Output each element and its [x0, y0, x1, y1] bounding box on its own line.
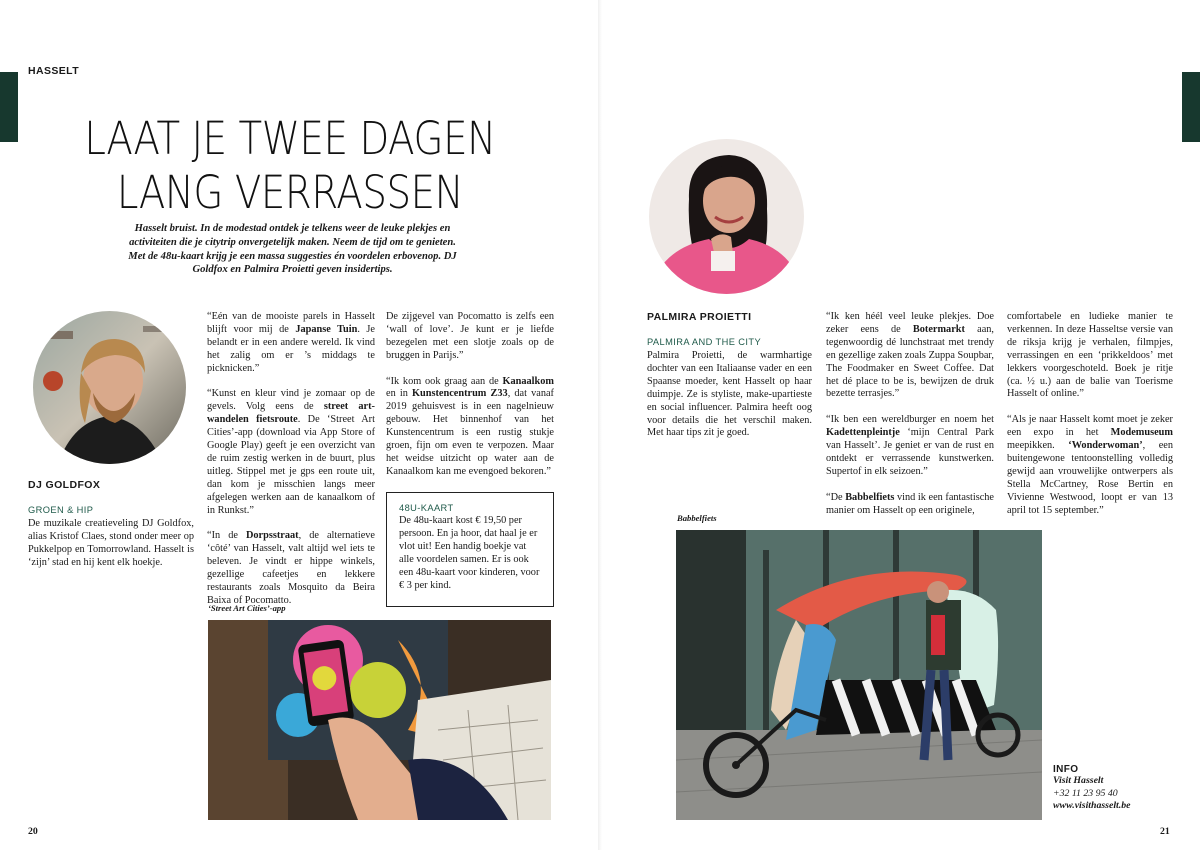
left-column-3 — [386, 311, 554, 492]
babbelfiets-photo-caption: Babbelfiets — [677, 513, 717, 523]
palmira-bio: Palmira Proietti, de warmhartige dochter van een Italiaanse vader en een Spaanse moeder, kent Hasselt op haar duimpje. Ze is styliste, make-upartieste en social influencer. Palmira heeft oog voor details die het verschil maken. Met haar tips zit je goed. — [647, 350, 812, 439]
street-art-photo-caption: ‘Street Art Cities’-app — [208, 603, 286, 613]
right-col2-paragraph-1: “Ik ken héél veel leuke plekjes. Doe zeker eens de Botermarkt aan, tegenwoordig dé lunchstraat met trendy en gezellige zaken zoals Zuppa Soupbar, The Foodmaker en Sweet Coffee. Dat het dé place to be is, bewijzen de druk bezette terrasjes.” — [826, 311, 994, 400]
babbelfiets-photo — [676, 530, 1042, 820]
info-website-link[interactable]: www.visithasselt.be — [1053, 800, 1131, 812]
info-block — [1053, 764, 1130, 813]
right-edge-bar — [1182, 72, 1200, 142]
palmira-name: PALMIRA PROIETTI — [647, 311, 752, 323]
title-line-2: LANG VERRASSEN — [116, 166, 464, 219]
left-col3-paragraph-1: De zijgevel van Pocomatto is zelfs een ‘wall of love’. Je kunt er je liefde bezegelen met een slotje zoals op de bruggen in Parijs.” — [386, 311, 554, 361]
left-edge-bar — [0, 72, 18, 142]
card-box-heading: 48U-KAART — [399, 503, 454, 513]
street-art-photo — [208, 620, 551, 820]
card-info-box — [386, 492, 554, 607]
left-col2-paragraph-3: “In de Dorpsstraat, de alternatieve ‘côté’ van Hasselt, valt altijd wel iets te beleven. Je vindt er hippe winkels, gezellige cafeetjes en lekkere restaurants zoals Mosquito da Beira Baixa of Pocomatto. — [207, 530, 376, 606]
left-col2-paragraph-2: “Kunst en kleur vind je zomaar op de gevels. Volg eens de street art-wandelen fietsroute. De ‘Street Art Cities’-app (download via App Store of Google Play) geeft je een overzicht van de ruim zestig werken in de buurt, plus uitleg. Stippel met je gps een route uit, dan kom je misschien langs meer afgelegen werken aan de kanaalkom of in Runkst.” — [207, 388, 375, 516]
section-tag: HASSELT — [28, 65, 80, 77]
right-col2-paragraph-2: “Ik ben een wereldburger en noem het Kadettenpleintje ‘mijn Central Park van Hasselt’. Je geniet er van de rust en ontdekt er verrassende kunstwerken. Supertof in elk seizoen.” — [826, 414, 994, 477]
left-col3-paragraph-2: “Ik kom ook graag aan de Kanaalkom en in Kunstencentrum Z33, dat vanaf 2019 gehuisvest is in een nagelnieuw gebouw. Het binnenhof van het Kunstencentrum is een rustig stukje groen, fijn om even te verpozen. Maar het weidse uitzicht op water aan de Kanaalkom kan me evengoed bekoren.” — [386, 375, 554, 477]
babbelfiets-image — [676, 530, 1042, 820]
dj-goldfox-subhead: GROEN & HIP — [28, 505, 94, 515]
page-spine — [598, 0, 602, 850]
right-column-2 — [826, 311, 994, 530]
palmira-subhead: PALMIRA AND THE CITY — [647, 337, 762, 347]
article-title — [20, 112, 560, 220]
intro-text: Hasselt bruist. In de modestad ontdek je telkens weer de leuke plekjes en activiteiten die je citytrip onvergetelijk maken. Neem de tijd om te genieten. Met de 48u-kaart krijg je een massa suggesties én voordelen erbovenop. DJ Goldfox en Palmira Proietti geven insidertips. — [128, 223, 457, 276]
right-col2-paragraph-3: “De Babbelfiets vind ik een fantastische manier om Hasselt op een originele, — [826, 491, 994, 516]
title-line-1: LAAT JE TWEE DAGEN — [84, 112, 496, 165]
left-page-number: 20 — [28, 826, 38, 837]
dj-goldfox-portrait — [33, 311, 186, 464]
palmira-photo — [649, 139, 804, 294]
dj-goldfox-bio: De muzikale creatieveling DJ Goldfox, alias Kristof Claes, stond onder meer op Pukkelpop en Tomorrowland. Hasselt is ‘zijn’ stad en hij kent elk hoekje. — [28, 518, 194, 568]
right-col3-paragraph-2: “Als je naar Hasselt komt moet je zeker een expo in het Modemuseum meepikken. ‘Wonderwoman’, een buitengewone tentoonstelling volledig gewijd aan vrouwelijke ontwerpers als Stella McCartney, Rose Bertin en Vivienne Westwood, loopt er van 13 april tot 15 september.” — [1007, 414, 1174, 516]
right-column-3 — [1007, 311, 1173, 530]
info-heading: INFO — [1053, 764, 1079, 775]
info-phone: +32 11 23 95 40 — [1053, 787, 1118, 799]
dj-goldfox-photo — [33, 311, 186, 464]
dj-goldfox-name: DJ GOLDFOX — [28, 479, 101, 491]
right-col3-paragraph-1: comfortabele en ludieke manier te verkennen. In deze Hasseltse versie van de riksja krijg je verhalen, filmpjes, verrassingen en een ‘prikkeldoos’ met lekkers voorgeschoteld. Boek je ritje (ca. ½ u.) aan de balie van Toerisme Hasselt of online.” — [1007, 311, 1173, 400]
right-page-number: 21 — [1160, 826, 1170, 837]
left-column-2 — [207, 311, 375, 621]
palmira-proietti-portrait — [649, 139, 804, 294]
info-visit-hasselt: Visit Hasselt — [1053, 775, 1104, 786]
card-box-text: De 48u-kaart kost € 19,50 per persoon. En ja hoor, dat haal je er vlot uit! Een handig boekje vat alle voordelen samen. Er is ook een 48u-kaart voor kinderen, voor € 3 per kind. — [399, 515, 540, 591]
street-art-app-image — [208, 620, 551, 820]
left-col2-paragraph-1: “Eén van de mooiste parels in Hasselt blijft voor mij de Japanse Tuin. Je belandt er in een andere wereld. Ik vind het zalig om er ’s middags te picknicken.” — [207, 311, 375, 374]
